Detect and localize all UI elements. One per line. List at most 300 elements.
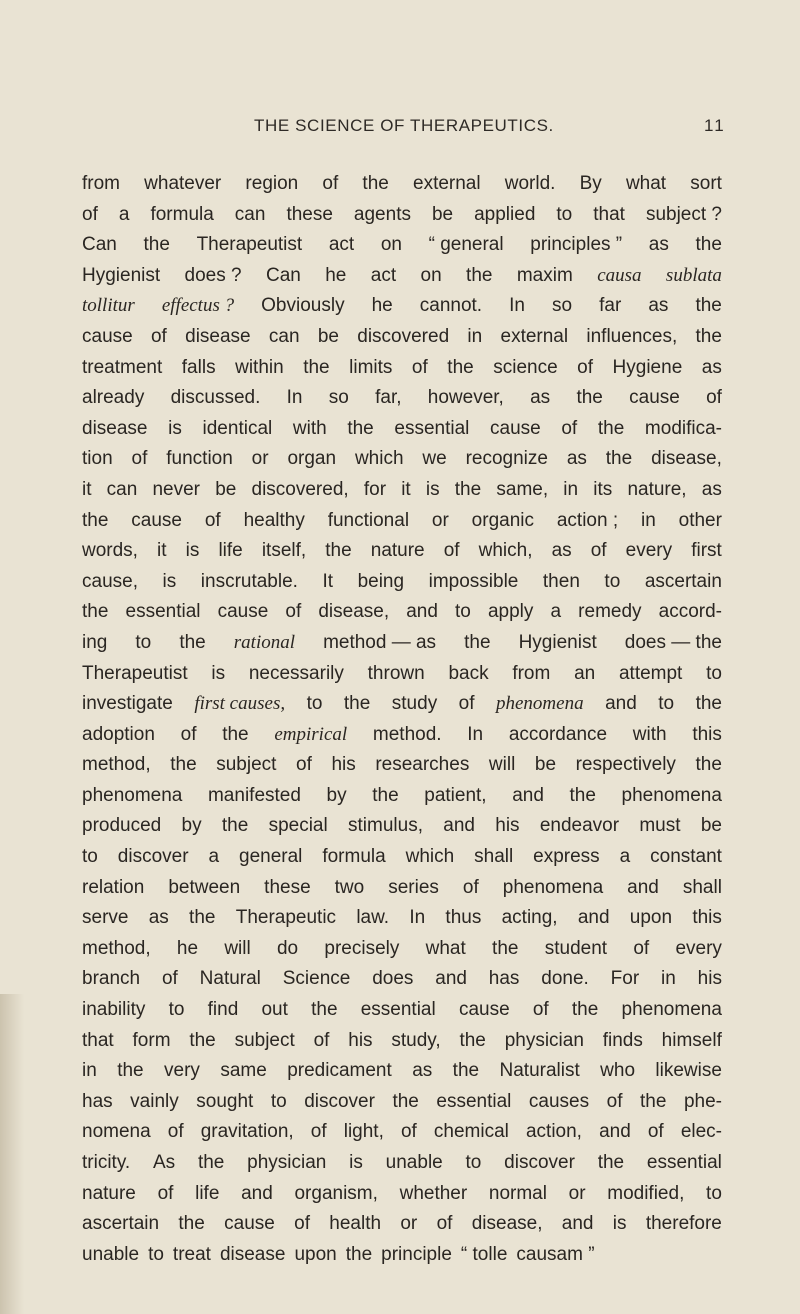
word: the [143,234,170,256]
word: disease, [471,1213,543,1235]
word: of [400,1121,417,1143]
body-text [82,169,722,1270]
word: never [152,478,201,500]
word: who [600,1060,636,1082]
word: to [168,999,185,1021]
word: essential [360,999,436,1021]
word: necessarily [248,662,344,684]
word: cause, [82,570,138,592]
word: recognize [465,448,548,470]
word: “ tolle [460,1243,508,1265]
word: from [82,173,120,194]
word: a [550,601,562,623]
word: to [604,570,621,592]
word: Science [282,968,351,990]
word: by [326,784,347,806]
word: physician [247,1152,327,1173]
word: to [306,693,323,715]
word: ascertain [644,570,722,592]
word: the [170,754,197,776]
word: his [697,968,722,990]
word: has [488,968,520,990]
word: applied [474,203,536,225]
word: modified, [607,1182,685,1204]
word: which [354,448,404,470]
word: principles ” [530,234,623,256]
word: his [348,1029,373,1051]
word: Can [82,234,117,256]
word: is [185,540,200,562]
word: the [597,1152,625,1173]
word: effectus ? [161,295,235,317]
word: ing [82,631,108,653]
word: express [533,846,600,868]
text-line [82,1087,722,1118]
word: functional [327,509,410,531]
word: of [577,356,594,378]
word: limits [349,356,393,378]
word: the [640,1090,667,1112]
text-line [82,689,722,720]
word: In [286,387,303,409]
word: cause [629,387,680,409]
text-line [82,1209,722,1240]
word: of [411,356,428,378]
word: and [512,784,544,806]
word: organism, [294,1182,378,1204]
word: is [425,478,440,500]
word: For [610,968,640,990]
word: method, [82,754,151,776]
text-line [82,230,722,261]
word: upon [629,907,673,929]
word: being [357,570,405,592]
word: branch [82,968,141,990]
word: identical [202,417,273,439]
word: of [285,601,302,623]
word: to [270,1090,287,1112]
word: be [317,325,339,347]
word: phenomena [621,999,722,1021]
word: tricity. [82,1152,131,1173]
word: of [310,1121,327,1143]
word: essential [394,417,470,439]
word: is [168,417,182,439]
text-line [82,200,722,231]
word: his [331,754,356,776]
word: within [235,356,284,378]
word: of [561,417,578,439]
word: for [363,478,387,500]
word: the [571,999,599,1021]
word: of [322,173,339,194]
word: which, [478,540,533,562]
word: in [661,968,676,990]
text-line [82,506,722,537]
word: In [467,723,484,745]
word: between [168,876,241,898]
word: the [345,1243,373,1265]
word: cause [224,1213,275,1235]
word: the [492,937,519,959]
word: remedy [578,601,642,623]
word: a [619,846,631,868]
word: impossible [428,570,519,592]
word: predicament [287,1060,392,1082]
word: researches [375,754,470,776]
word: he [325,264,347,286]
word: thus [445,907,482,929]
word: to [706,662,722,684]
word: however, [427,387,504,409]
running-head: THE SCIENCE OF THERAPEUTICS. [254,116,554,135]
word: phenomena [621,784,722,806]
word: nature [82,1182,136,1204]
word: cause [458,999,510,1021]
word: cannot. [419,295,483,317]
word: and [435,968,467,990]
word: of [633,937,650,959]
word: “ general [428,234,504,256]
word: rational [233,631,296,653]
word: a [118,203,130,225]
word: tollitur [82,295,135,317]
word: student [544,937,608,959]
word: method. [372,723,442,745]
word: nomena [82,1121,151,1143]
word: the [605,448,633,470]
word: of [443,540,460,562]
text-line [82,1117,722,1148]
word: to [658,693,675,715]
word: find [207,999,239,1021]
word: to [465,1152,482,1173]
word: nature, [627,478,687,500]
word: of [180,723,197,745]
word: of [532,999,549,1021]
word: must [639,815,681,837]
text-line [82,261,722,292]
word: disease, [318,601,390,623]
word: as [530,387,551,409]
word: life [218,540,243,562]
text-line [82,291,722,322]
word: we [422,448,447,470]
word: is [349,1152,363,1173]
word: the [362,173,389,194]
word: be [215,478,237,500]
word: of [161,968,178,990]
word: and [406,601,438,623]
word: already [82,387,145,409]
word: does ? [184,264,242,286]
word: in [640,509,656,531]
word: every [675,937,722,959]
text-line [82,567,722,598]
word: sought [196,1090,254,1112]
word: on [420,264,442,286]
text-line [82,934,722,965]
word: causa [597,264,642,286]
word: the [117,1060,144,1082]
word: every [625,540,673,562]
word: light, [343,1121,384,1143]
page-number: 11 [704,116,726,135]
word: the [452,1060,480,1082]
word: out [261,999,288,1021]
word: study [391,693,438,715]
word: the [325,540,352,562]
word: subject ? [645,203,722,225]
word: method, [82,937,151,959]
text-line [82,659,722,690]
word: the [447,356,474,378]
text-line [82,995,722,1026]
word: or [568,1182,586,1204]
word: to [455,601,471,623]
word: far [599,295,622,317]
word: so [328,387,349,409]
word: be [700,815,722,837]
text-line [82,1026,722,1057]
word: to [135,631,152,653]
word: the [576,387,603,409]
page-edge-shadow [0,994,24,1314]
word: the [343,693,371,715]
word: cause [217,601,269,623]
word: law. [356,907,390,929]
word: is [211,662,226,684]
word: healthy [243,509,305,531]
word: of [150,325,167,347]
word: back [448,662,489,684]
text-line [82,444,722,475]
word: unable [385,1152,443,1173]
word: normal [488,1182,547,1204]
word: and [561,1213,594,1235]
text-line [82,536,722,567]
word: the [178,1213,205,1235]
word: falls [181,356,216,378]
word: this [692,907,722,929]
text-line [82,475,722,506]
word: of [82,203,98,225]
word: of [131,448,148,470]
word: or [431,509,449,531]
word: accordance [508,723,608,745]
word: modifica- [644,417,722,439]
word: stimulus, [348,815,423,837]
word: life [195,1182,220,1204]
word: be [431,203,454,225]
word: adoption [82,723,155,745]
word: to [556,203,573,225]
word: the [303,356,330,378]
word: to [82,846,98,868]
word: region [245,173,299,194]
word: will [224,937,251,959]
word: the [372,784,399,806]
word: study, [391,1029,441,1051]
word: to [706,1182,722,1204]
text-line [82,1240,722,1271]
word: essential [646,1152,722,1173]
word: as [412,1060,433,1082]
word: disease [185,325,251,347]
word: what [625,173,667,194]
word: the [695,754,722,776]
word: is [612,1213,627,1235]
word: an [574,662,596,684]
word: disease [82,417,148,439]
word: apply [487,601,534,623]
word: the [311,999,338,1021]
word: so [552,295,573,317]
word: maxim [516,264,573,286]
word: the [597,417,625,439]
word: disease [219,1243,286,1265]
word: unable [82,1243,140,1265]
word: what [425,937,466,959]
word: action ; [556,509,619,531]
word: as [551,540,572,562]
word: that [82,1029,114,1051]
word: as [648,234,669,256]
word: as [648,295,669,317]
word: external [500,325,569,347]
word: the [197,1152,225,1173]
word: organic [471,509,534,531]
text-line [82,414,722,445]
word: or [251,448,269,470]
word: that [593,203,625,225]
word: constant [650,846,722,868]
word: the [82,509,109,531]
word: precisely [324,937,400,959]
word: in [467,325,483,347]
word: will [488,754,516,776]
word: nature [370,540,425,562]
text-line [82,1179,722,1210]
text-line [82,597,722,628]
word: and [443,815,475,837]
word: principle [381,1243,452,1265]
word: on [380,234,402,256]
word: his [495,815,520,837]
word: in [563,478,579,500]
word: other [678,509,722,531]
word: health [329,1213,382,1235]
word: of [647,1121,664,1143]
word: upon [294,1243,337,1265]
word: with [292,417,327,439]
word: the [695,325,722,347]
word: of [462,876,479,898]
word: the [695,234,722,256]
word: a [208,846,220,868]
word: of [296,754,312,776]
word: causes [528,1090,590,1112]
word: the [695,295,722,317]
word: this [692,723,722,745]
word: respectively [575,754,676,776]
word: formula [322,846,386,868]
word: very [164,1060,200,1082]
word: essential [436,1090,512,1112]
word: shall [682,876,722,898]
word: of [204,509,221,531]
word: Obviously [261,295,345,317]
word: by [181,815,202,837]
word: thrown [367,662,425,684]
word: the [392,1090,419,1112]
word: Natural [199,968,261,990]
word: As [152,1152,176,1173]
word: endeavor [539,815,620,837]
text-line [82,1148,722,1179]
word: do [276,937,299,959]
word: inability [82,999,146,1021]
word: in [82,1060,97,1082]
word: these [286,203,333,225]
word: series [388,876,439,898]
word: done. [541,968,589,990]
word: organ [287,448,337,470]
word: Hygienist [518,631,597,653]
word: patient, [424,784,487,806]
word: formula [150,203,214,225]
word: these [264,876,311,898]
word: and [599,1121,631,1143]
text-line [82,169,722,200]
word: and [627,876,659,898]
word: it [157,540,167,562]
word: gravitation, [200,1121,294,1143]
word: phenomena [502,876,604,898]
word: can [106,478,138,500]
word: words, [82,540,138,562]
word: In [509,295,525,317]
text-line [82,811,722,842]
word: it [82,478,92,500]
word: empirical [274,723,348,745]
word: as [701,356,722,378]
word: discover [117,846,189,868]
word: and [241,1182,273,1204]
word: likewise [655,1060,722,1082]
word: subject [234,1029,295,1051]
word: By [579,173,602,194]
word: of [706,387,722,409]
word: causam ” [516,1243,595,1265]
word: form [132,1029,171,1051]
text-line [82,873,722,904]
text-line [82,781,722,812]
word: subject [216,754,277,776]
word: shall [474,846,514,868]
word: method — as [323,631,437,653]
text-line [82,842,722,873]
word: world. [504,173,556,194]
word: vainly [130,1090,179,1112]
word: science [493,356,558,378]
word: Therapeutist [196,234,303,256]
word: discovered, [251,478,349,500]
word: function [166,448,233,470]
word: the [459,1029,486,1051]
word: discussed. [170,387,261,409]
word: to [148,1243,164,1265]
